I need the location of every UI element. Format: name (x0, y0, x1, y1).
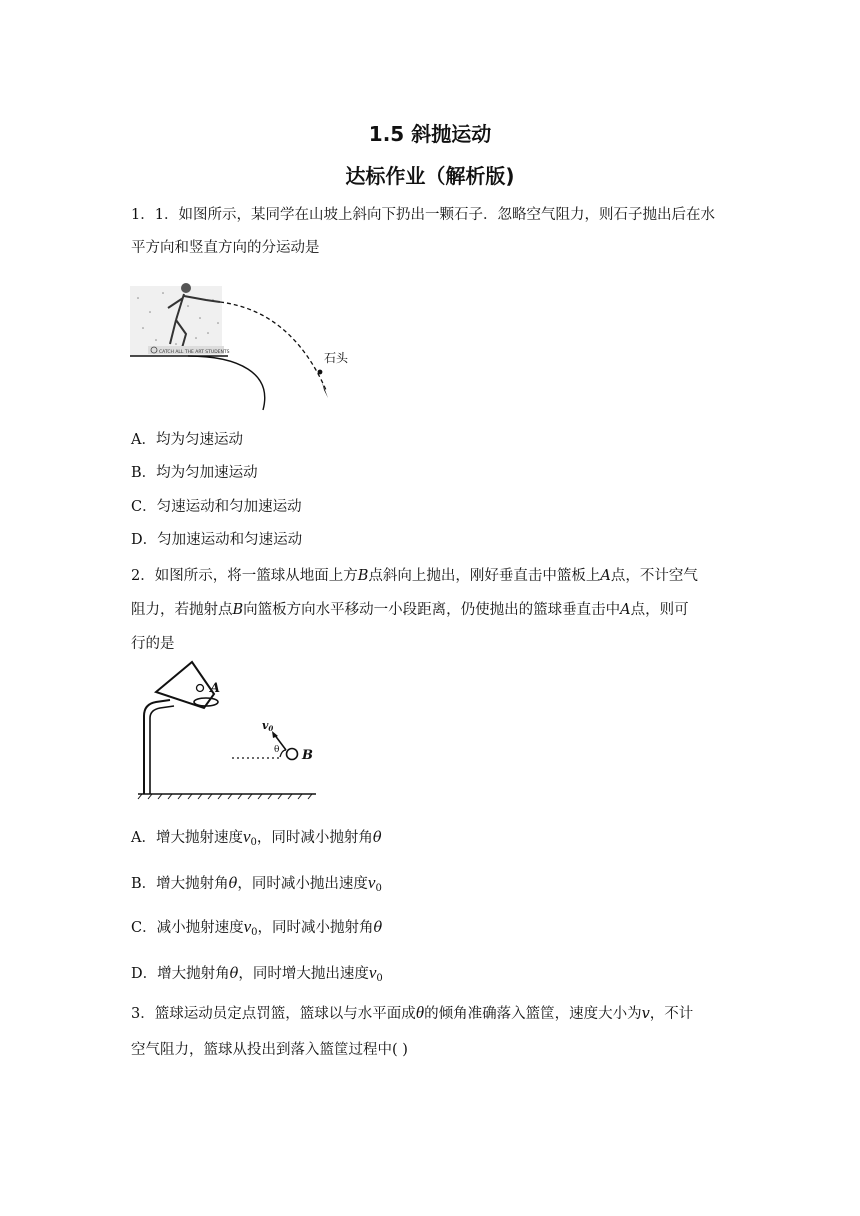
label-a: A (210, 681, 221, 696)
q1-option-c: C．匀速运动和匀加速运动 (131, 499, 302, 515)
hoop-pole (144, 700, 170, 794)
q2-option-d: D．增大抛射角θ，同时增大抛出速度$v_0$ (131, 963, 383, 984)
q1-option-d: D．匀加速运动和匀速运动 (131, 532, 303, 548)
q2-option-a: A．增大抛射速度$v_0$，同时减小抛射角θ (131, 827, 382, 848)
label-v0: v0 (262, 719, 274, 733)
q3-text-line2: 空气阻力，篮球从投出到落入篮筐过程中( ) (131, 1042, 408, 1058)
q1-option-a: A．均为匀速运动 (131, 432, 243, 448)
q1-text-line2: 平方向和竖直方向的分运动是 (131, 240, 320, 256)
figure-label-stone: 石头 (324, 351, 349, 365)
ball-at-a (197, 685, 204, 692)
q2-text-line2: 阻力，若抛射点B向篮板方向水平移动一小段距离，仍使抛出的篮球垂直击中A点，则可 (131, 602, 689, 618)
q3-text-line1: 3．篮球运动员定点罚篮，篮球以与水平面成θ的倾角准确落入篮筐，速度大小为v，不计 (131, 1003, 694, 1022)
q2-figure-basketball (130, 658, 330, 800)
q1-text-line1: 1．1．如图所示，某同学在山坡上斜向下扔出一颗石子．忽略空气阻力，则石子抛出后在水 (131, 207, 715, 223)
angle-arc (280, 750, 286, 757)
q2-option-b: B．增大抛射角θ，同时减小抛出速度$v_0$ (131, 873, 382, 894)
document-title: 1.5 斜抛运动 (368, 122, 492, 146)
q1-figure-stone-throw (128, 278, 368, 412)
arrow-head-icon (322, 382, 328, 398)
stone-dot (318, 370, 323, 375)
ball-at-b (287, 749, 298, 760)
slope-curve (188, 356, 265, 410)
q1-option-b: B．均为匀加速运动 (131, 465, 258, 481)
q2-text-line1: 2．如图所示，将一篮球从地面上方B点斜向上抛出，刚好垂直击中篮板上A点，不计空气 (131, 568, 698, 584)
q2-option-c: C．减小抛射速度$v_0$，同时减小抛射角θ (131, 917, 383, 938)
q2-text-line3: 行的是 (131, 636, 175, 652)
trajectory-dashed-line (220, 302, 326, 390)
document-subtitle: 达标作业（解析版) (345, 164, 515, 188)
label-b: B (302, 748, 313, 763)
label-theta: θ (274, 745, 280, 755)
figure-watermark: CATCH ALL THE ART STUDENTS (159, 350, 230, 355)
